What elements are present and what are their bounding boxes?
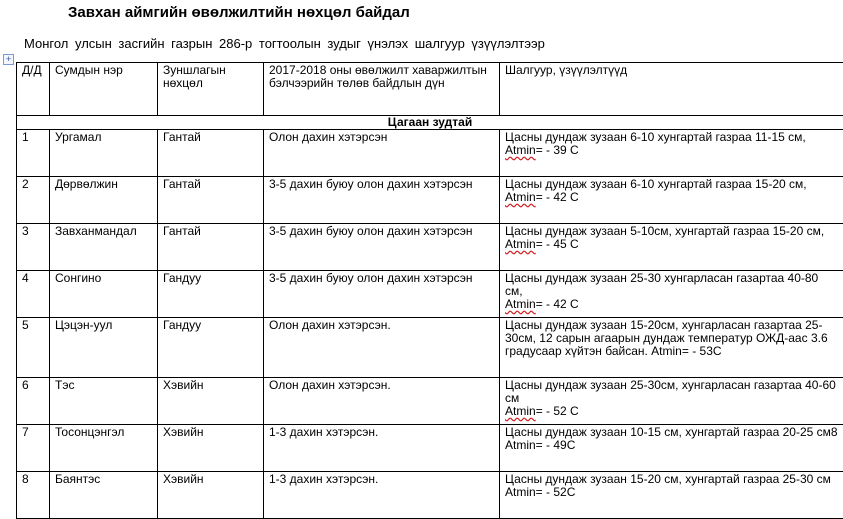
pasture-status: 3-5 дахин буюу олон дахин хэтэрсэн	[264, 271, 500, 318]
summer-condition: Гандуу	[158, 318, 264, 378]
soum-name: Тосонцэнгэл	[50, 425, 158, 472]
summer-condition: Хэвийн	[158, 378, 264, 425]
criteria-cell	[500, 224, 843, 271]
atmin-label: Atmin	[505, 143, 536, 157]
criteria-cell	[500, 472, 843, 519]
atmin-value: = - 39 С	[536, 143, 579, 157]
row-number: 4	[17, 271, 50, 318]
pasture-status: 3-5 дахин буюу олон дахин хэтэрсэн	[264, 224, 500, 271]
summer-condition: Гантай	[158, 224, 264, 271]
criteria-text: Цасны дундаж зузаан 6-10 хунгартай газраа 15-20 см,	[505, 177, 807, 191]
group-label: Цагаан зудтай	[17, 116, 843, 130]
header-pasture-status: 2017-2018 оны өвөлжилт хаваржилтын бэлчээрийн төлөв байдлын дүн	[264, 63, 500, 116]
criteria-cell	[500, 318, 843, 378]
table-row	[17, 378, 843, 425]
header-criteria: Шалгуур, үзүүлэлтүүд	[500, 63, 843, 116]
soum-name: Сонгино	[50, 271, 158, 318]
atmin-label: Atmin	[505, 190, 536, 204]
soum-name: Дөрвөлжин	[50, 177, 158, 224]
soum-name: Ургамал	[50, 130, 158, 177]
criteria-text: Цасны дундаж зузаан 6-10 хунгартай газраа 11-15 см,	[505, 130, 806, 144]
criteria-cell	[500, 378, 843, 425]
criteria-text: Цасны дундаж зузаан 15-20 см, хунгартай газраа 25-30 см	[505, 472, 831, 486]
table-row	[17, 130, 843, 177]
soum-name: Баянтэс	[50, 472, 158, 519]
document-title: Завхан аймгийн өвөлжилтийн нөхцөл байдал	[68, 4, 410, 21]
atmin-value: = - 52 С	[536, 404, 579, 418]
header-summer-condition: Зуншлагын нөхцөл	[158, 63, 264, 116]
criteria-text: Цасны дундаж зузаан 25-30 хунгарласан газартаа 40-80 см,	[505, 271, 818, 298]
criteria-text: Цасны дундаж зузаан 15-20см, хунгарласан газартаа 25-30см, 12 сарын агаарын дундаж температур ОЖД-аас 3.6 градусаар хүйтэн байсан. Atmin= - 53С	[505, 318, 828, 358]
atmin-label: Atmin	[505, 237, 536, 251]
table-row	[17, 318, 843, 378]
table-row	[17, 271, 843, 318]
row-number: 6	[17, 378, 50, 425]
row-number: 8	[17, 472, 50, 519]
group-row	[17, 116, 843, 130]
summer-condition: Гандуу	[158, 271, 264, 318]
pasture-status: 1-3 дахин хэтэрсэн.	[264, 425, 500, 472]
summer-condition: Хэвийн	[158, 425, 264, 472]
pasture-status: Олон дахин хэтэрсэн.	[264, 378, 500, 425]
pasture-status: Олон дахин хэтэрсэн	[264, 130, 500, 177]
atmin-label: Atmin	[505, 404, 536, 418]
soum-name: Тэс	[50, 378, 158, 425]
table-header-row	[17, 63, 843, 116]
atmin-value: = - 45 С	[536, 237, 579, 251]
atmin-label: Atmin	[505, 297, 536, 311]
document-subtitle: Монгол улсын засгийн газрын 286-р тогтоолын зудыг үнэлэх шалгуур үзүүлэлтээр	[24, 36, 545, 51]
table-row	[17, 224, 843, 271]
criteria-tail: Atmin= - 52С	[505, 485, 575, 499]
criteria-cell	[500, 271, 843, 318]
atmin-value: = - 42 С	[536, 297, 579, 311]
row-number: 2	[17, 177, 50, 224]
criteria-text: Цасны дундаж зузаан 10-15 см, хунгартай газраа 20-25 см8 Atmin= - 49С	[505, 425, 838, 452]
pasture-status: 1-3 дахин хэтэрсэн.	[264, 472, 500, 519]
pasture-status: Олон дахин хэтэрсэн.	[264, 318, 500, 378]
row-number: 7	[17, 425, 50, 472]
summer-condition: Гантай	[158, 177, 264, 224]
criteria-cell	[500, 177, 843, 224]
soum-name: Цэцэн-уул	[50, 318, 158, 378]
summer-condition: Хэвийн	[158, 472, 264, 519]
criteria-cell	[500, 425, 843, 472]
row-number: 5	[17, 318, 50, 378]
criteria-text: Цасны дундаж зузаан 5-10см, хунгартай газраа 15-20 см,	[505, 224, 824, 238]
summer-condition: Гантай	[158, 130, 264, 177]
header-soum-name: Сумдын нэр	[50, 63, 158, 116]
table-move-handle-icon[interactable]: +	[3, 54, 14, 65]
table-row	[17, 425, 843, 472]
row-number: 1	[17, 130, 50, 177]
row-number: 3	[17, 224, 50, 271]
table-row	[17, 472, 843, 519]
pasture-status: 3-5 дахин буюу олон дахин хэтэрсэн	[264, 177, 500, 224]
header-number: Д/Д	[17, 63, 50, 116]
table-row	[17, 177, 843, 224]
criteria-text: Цасны дундаж зузаан 25-30см, хунгарласан газартаа 40-60 см	[505, 378, 836, 405]
soum-name: Завханмандал	[50, 224, 158, 271]
atmin-value: = - 42 С	[536, 190, 579, 204]
criteria-cell	[500, 130, 843, 177]
winter-conditions-table	[16, 62, 843, 519]
